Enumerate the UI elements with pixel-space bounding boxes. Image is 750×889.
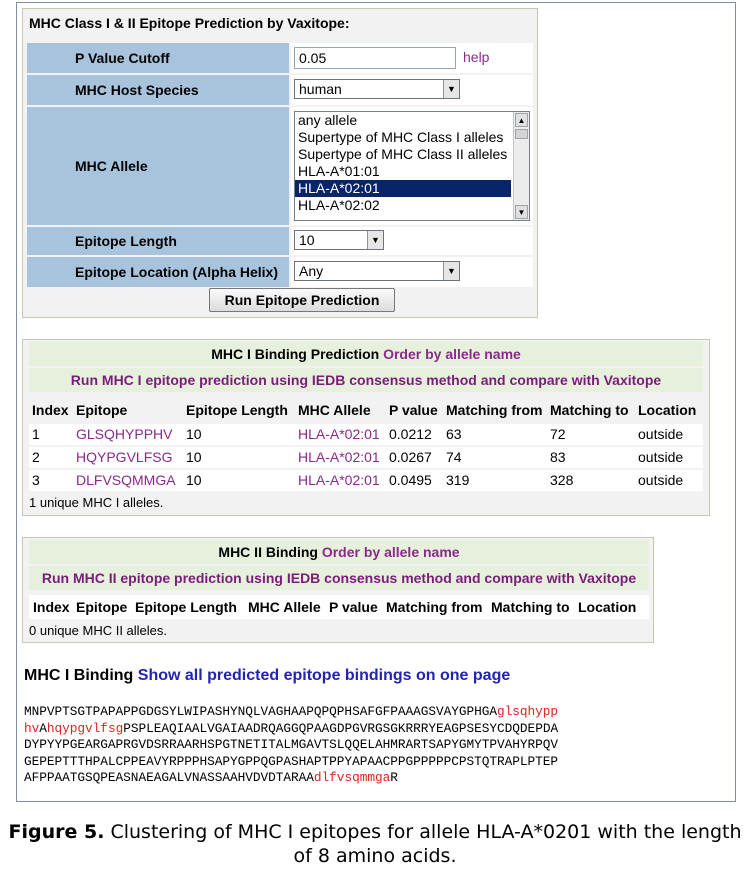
- cell-to: 72: [550, 426, 566, 442]
- allele-link[interactable]: HLA-A*02:01: [298, 449, 380, 465]
- epitope-link[interactable]: HQYPGVLFSG: [76, 449, 173, 465]
- allele-option[interactable]: any allele: [298, 112, 358, 128]
- epitope-highlight: glsqhypp: [497, 704, 559, 719]
- location-select[interactable]: [294, 261, 460, 281]
- allele-link[interactable]: HLA-A*02:01: [298, 426, 380, 442]
- cell-from: 74: [446, 449, 462, 465]
- sequence-segment: DYPYYPGEARGAPRGVDSRRAARHSPGTNETITALMGAVTSLQQELAHMRARTSAPYGMYTPVAHYRPQV: [24, 737, 559, 753]
- species-row: [27, 75, 533, 105]
- cell-location: outside: [638, 449, 684, 465]
- sequence-segment: MNPVPTSGTPAPAPPGDGSYLWIPASHYNQLVAGHAAPQPQPHSAFGFPAAAGSVAYGPHGA: [24, 704, 498, 719]
- length-row: [27, 227, 533, 255]
- pvalue-input[interactable]: 0.05: [294, 47, 456, 69]
- sequence-segment: AFPPAATGSQPEASNAEAGALVNASSAAHVDVDTARAA: [24, 770, 314, 786]
- col-location: Location: [578, 599, 637, 615]
- col-mhc-allele: MHC Allele: [248, 599, 321, 615]
- mhc2-order-link[interactable]: Order by allele name: [321, 544, 460, 560]
- cell-location: outside: [638, 472, 684, 488]
- chevron-down-icon[interactable]: ▼: [367, 231, 383, 249]
- length-value: 10: [299, 232, 315, 248]
- cell-from: 63: [446, 426, 462, 442]
- cell-pvalue: 0.0212: [389, 426, 432, 442]
- mhc2-heading-row: [29, 540, 649, 564]
- sequence-segment: A: [39, 720, 47, 736]
- col-matching-to: Matching to: [550, 402, 629, 418]
- sequence-segment: PSPLEAQIAALVGAIAADRQAGGQPAAGDPGVRGSGKRRRYEAGPSESYCDQDEPDA: [123, 720, 559, 736]
- col-matching-from: Matching from: [386, 599, 483, 615]
- length-label: Epitope Length: [27, 227, 289, 255]
- mhc1-iedb-link[interactable]: Run MHC I epitope prediction using IEDB consensus method and compare with Vaxitope: [29, 368, 703, 392]
- cell-index: 2: [32, 449, 40, 465]
- caption-text: Clustering of MHC I epitopes for allele HLA-A*0201 with the length: [104, 821, 742, 843]
- mhc2-footer: 0 unique MHC II alleles.: [29, 623, 168, 638]
- cell-to: 328: [550, 472, 574, 488]
- epitope-highlight: hv: [24, 720, 40, 736]
- allele-option-selected[interactable]: HLA-A*02:01: [295, 180, 511, 197]
- cell-pvalue: 0.0267: [389, 449, 432, 465]
- mhc1-order-link[interactable]: Order by allele name: [383, 346, 521, 362]
- cell-index: 1: [32, 426, 40, 442]
- sequence-segment: GEPEPTTTHPALCPPEAVYRPPPHSAPYGPPQGPASHAPTPPYAPAACPPGPPPPPCPSTQTRAPLPTEP: [24, 753, 559, 769]
- figure-caption: [0, 820, 750, 868]
- chevron-down-icon[interactable]: ▼: [443, 80, 459, 98]
- allele-listbox[interactable]: [294, 111, 530, 221]
- help-link[interactable]: help: [463, 49, 490, 65]
- prediction-form: [22, 8, 538, 318]
- allele-option[interactable]: Supertype of MHC Class II alleles: [298, 146, 508, 162]
- epitope-link[interactable]: GLSQHYPPHV: [76, 426, 173, 442]
- caption-label: Figure 5.: [8, 821, 105, 843]
- mhc1-footer: 1 unique MHC I alleles.: [29, 495, 164, 510]
- mhc2-panel: [22, 537, 654, 643]
- mhc1-heading: MHC I Binding Prediction: [211, 346, 380, 362]
- allele-option[interactable]: Supertype of MHC Class I alleles: [298, 129, 504, 145]
- run-prediction-button[interactable]: Run Epitope Prediction: [209, 288, 395, 312]
- pvalue-row: [27, 43, 533, 73]
- col-epitope-length: Epitope Length: [186, 402, 288, 418]
- mhc1-binding-title: MHC I Binding: [24, 667, 134, 684]
- col-mhc-allele: MHC Allele: [298, 402, 371, 418]
- col-epitope: Epitope: [76, 402, 128, 418]
- col-matching-from: Matching from: [446, 402, 543, 418]
- col-matching-to: Matching to: [491, 599, 570, 615]
- species-label: MHC Host Species: [27, 75, 289, 105]
- scroll-down-icon[interactable]: ▼: [515, 205, 528, 219]
- mhc2-heading: MHC II Binding: [218, 544, 318, 560]
- location-row: [27, 257, 533, 287]
- species-value: human: [299, 81, 342, 97]
- scroll-thumb[interactable]: [515, 129, 528, 139]
- cell-to: 83: [550, 449, 566, 465]
- col-index: Index: [33, 599, 70, 615]
- col-p-value: P value: [389, 402, 438, 418]
- mhc1-binding-title-row: [24, 667, 510, 685]
- cell-pvalue: 0.0495: [389, 472, 432, 488]
- cell-length: 10: [186, 426, 202, 442]
- length-select[interactable]: [294, 230, 384, 250]
- epitope-highlight: dlfvsqmmga: [313, 770, 391, 786]
- allele-link[interactable]: HLA-A*02:01: [298, 472, 380, 488]
- mhc2-iedb-link[interactable]: Run MHC II epitope prediction using IEDB consensus method and compare with Vaxitope: [29, 566, 649, 590]
- col-location: Location: [638, 402, 697, 418]
- scroll-up-icon[interactable]: ▲: [515, 113, 528, 127]
- col-epitope: Epitope: [76, 599, 128, 615]
- allele-label: MHC Allele: [27, 107, 289, 225]
- cell-from: 319: [446, 472, 470, 488]
- show-all-link[interactable]: Show all predicted epitope bindings on one page: [137, 667, 511, 684]
- protein-sequence: [24, 704, 558, 787]
- allele-option[interactable]: HLA-A*01:01: [298, 163, 380, 179]
- col-index: Index: [32, 402, 69, 418]
- pvalue-label: P Value Cutoff: [27, 43, 289, 73]
- mhc1-prediction-panel: [22, 339, 710, 516]
- allele-option[interactable]: HLA-A*02:02: [298, 197, 380, 213]
- species-select[interactable]: [294, 79, 460, 99]
- col-p-value: P value: [329, 599, 378, 615]
- location-value: Any: [299, 263, 324, 279]
- cell-length: 10: [186, 449, 202, 465]
- location-label: Epitope Location (Alpha Helix): [27, 257, 289, 287]
- sequence-segment: R: [390, 770, 398, 786]
- col-epitope-length: Epitope Length: [135, 599, 237, 615]
- epitope-link[interactable]: DLFVSQMMGA: [76, 472, 176, 488]
- cell-index: 3: [32, 472, 40, 488]
- epitope-highlight: hqypgvlfsg: [46, 720, 124, 736]
- caption-text-2: of 8 amino acids.: [293, 845, 457, 867]
- allele-scrollbar[interactable]: [513, 112, 529, 220]
- mhc1-heading-row: [29, 342, 703, 366]
- cell-length: 10: [186, 472, 202, 488]
- allele-row: [27, 107, 533, 225]
- chevron-down-icon[interactable]: ▼: [443, 262, 459, 280]
- cell-location: outside: [638, 426, 684, 442]
- form-title: MHC Class I & II Epitope Prediction by Vaxitope:: [29, 15, 350, 31]
